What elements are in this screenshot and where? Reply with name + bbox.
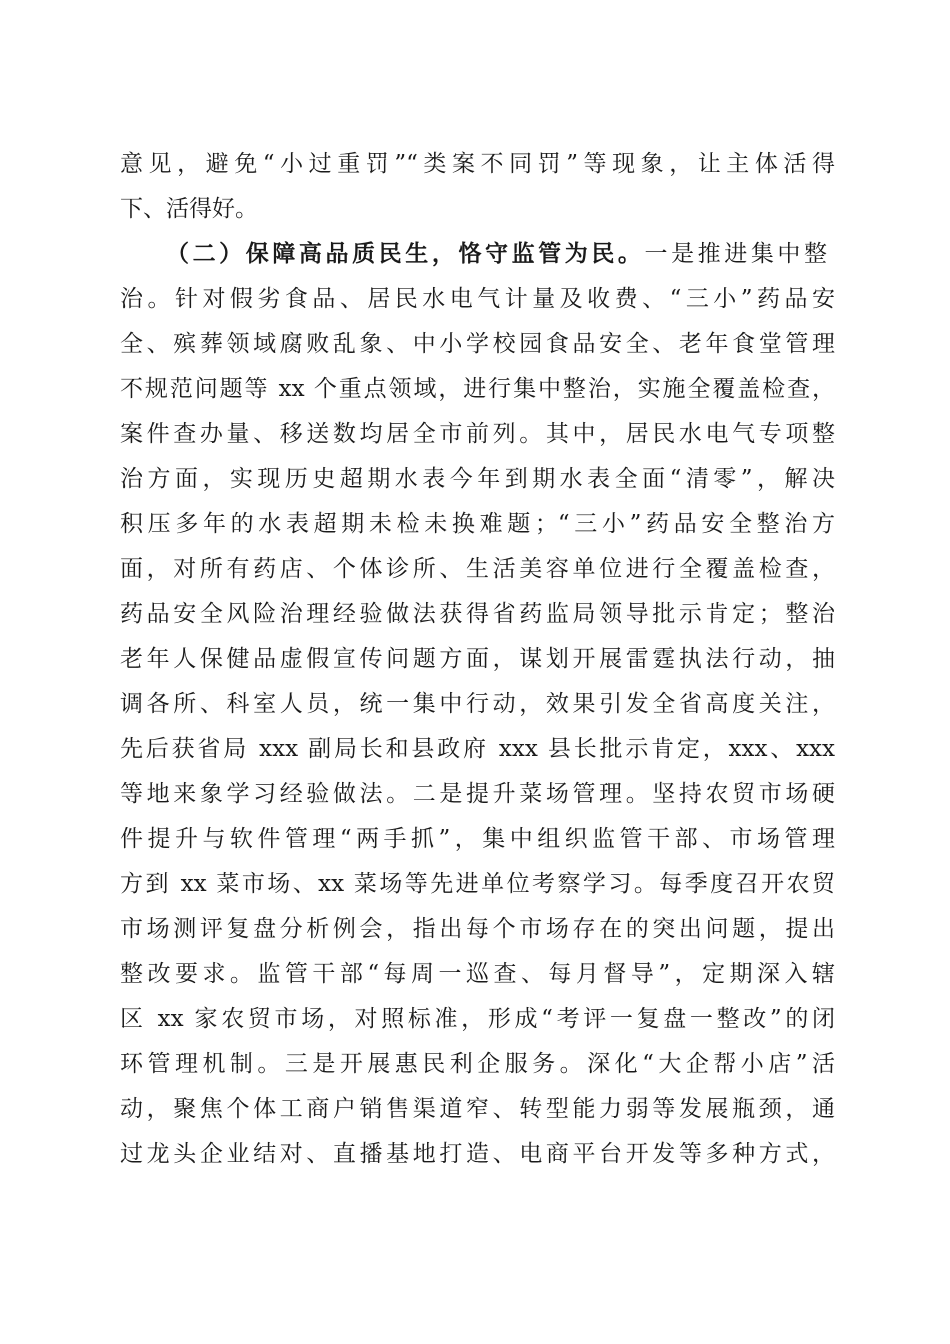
text-line: 先后获省局 xxx 副局长和县政府 xxx 县长批示肯定，xxx、xxx <box>120 736 835 762</box>
text-line: 区 xx 家农贸市场，对照标准，形成“考评一复盘一整改”的闭 <box>120 1006 835 1032</box>
text-line: 整改要求。监管干部“每周一巡查、每月督导”，定期深入辖 <box>120 961 835 987</box>
text-line: 积压多年的水表超期未检未换难题；“三小”药品安全整治方 <box>120 511 835 537</box>
text-line: 等地来象学习经验做法。二是提升菜场管理。坚持农贸市场硬 <box>120 781 835 807</box>
text-line: 治。针对假劣食品、居民水电气计量及收费、“三小”药品安 <box>120 286 835 312</box>
text-line: 过龙头企业结对、直播基地打造、电商平台开发等多种方式， <box>120 1141 835 1167</box>
text-line: 意见，避免“小过重罚”“类案不同罚”等现象，让主体活得 <box>120 151 835 177</box>
text-line: 案件查办量、移送数均居全市前列。其中，居民水电气专项整 <box>120 421 835 447</box>
section-heading: （二）保障高品质民生，恪守监管为民。 <box>166 240 645 267</box>
text-line: 老年人保健品虚假宣传问题方面，谋划开展雷霆执法行动，抽 <box>120 646 835 672</box>
text-line: 不规范问题等 xx 个重点领域，进行集中整治，实施全覆盖检查， <box>120 376 835 402</box>
text-line: 环管理机制。三是开展惠民利企服务。深化“大企帮小店”活 <box>120 1051 835 1077</box>
text-line: 药品安全风险治理经验做法获得省药监局领导批示肯定；整治 <box>120 601 835 627</box>
paragraph-first-line <box>166 234 827 274</box>
text-line: 动，聚焦个体工商户销售渠道窄、转型能力弱等发展瓶颈，通 <box>120 1096 835 1122</box>
text-line: 方到 xx 菜市场、xx 菜场等先进单位考察学习。每季度召开农贸 <box>120 871 835 897</box>
text-line: 全、殡葬领域腐败乱象、中小学校园食品安全、老年食堂管理 <box>120 331 835 357</box>
text-line: 治方面，实现历史超期水表今年到期水表全面“清零”，解决 <box>120 466 835 492</box>
text-line: 件提升与软件管理“两手抓”，集中组织监管干部、市场管理 <box>120 826 835 852</box>
text-span: 一是推进集中整 <box>644 241 828 267</box>
text-line: 市场测评复盘分析例会，指出每个市场存在的突出问题，提出 <box>120 916 835 942</box>
text-line: 下、活得好。 <box>120 196 258 222</box>
text-line: 调各所、科室人员，统一集中行动，效果引发全省高度关注， <box>120 691 835 717</box>
text-line: 面，对所有药店、个体诊所、生活美容单位进行全覆盖检查， <box>120 556 835 582</box>
